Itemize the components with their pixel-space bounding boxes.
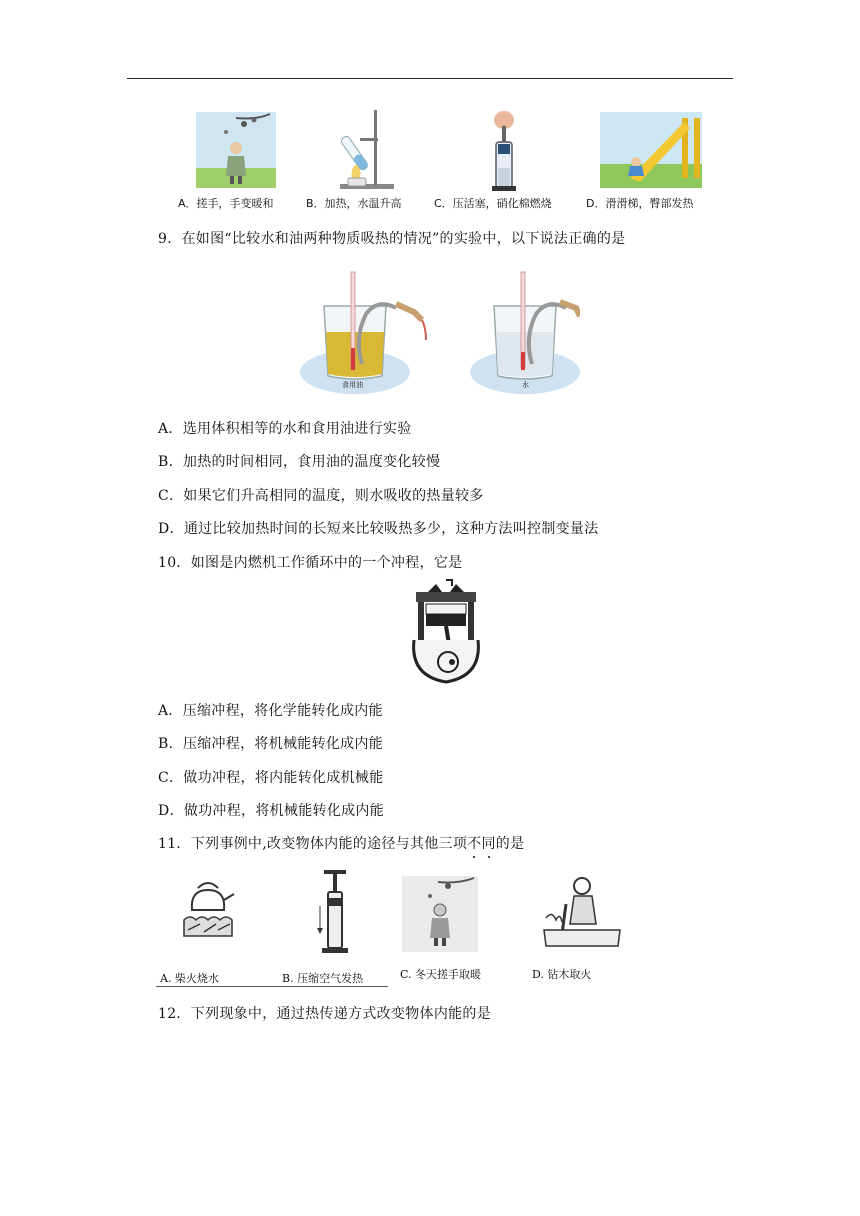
question-9-stem: 9．在如图“比较水和油两种物质吸热的情况”的实验中，以下说法正确的是 <box>158 231 626 247</box>
question-10-option-a: A．压缩冲程，将化学能转化成内能 <box>158 703 383 719</box>
emphasis-same: 同 <box>481 836 495 852</box>
engine-stroke-diagram <box>408 578 484 686</box>
heating-test-tube-picture <box>330 108 402 192</box>
question-9-option-d: D．通过比较加热时间的长短来比较吸热多少，这种方法叫控制变量法 <box>158 521 599 537</box>
slide-picture <box>600 112 702 188</box>
question-11-caption-c: C. 冬天搓手取暖 <box>400 968 482 981</box>
question-11-stem-start: 11．下列事例中,改变物体内能的途径与其他三项 <box>158 836 468 852</box>
header-rule <box>127 78 733 79</box>
question-10-option-c: C．做功冲程，将内能转化成机械能 <box>158 770 384 786</box>
water-beaker-label: 水 <box>522 381 529 389</box>
air-pump-picture <box>314 866 354 956</box>
rubbing-hands-picture <box>196 112 276 188</box>
top-option-a-caption: A．搓手，手变暖和 <box>178 197 274 210</box>
question-9-option-c: C．如果它们升高相同的温度，则水吸收的热量较多 <box>158 488 484 504</box>
question-10-option-d: D．做功冲程，将机械能转化成内能 <box>158 803 385 819</box>
question-11-caption-b: B. 压缩空气发热 <box>282 972 364 985</box>
top-option-c-caption: C．压活塞，硝化棉燃烧 <box>434 197 552 210</box>
question-10-option-b: B．压缩冲程，将机械能转化成内能 <box>158 736 384 752</box>
top-option-b-caption: B．加热，水温升高 <box>306 197 402 210</box>
question-11-stem <box>158 833 524 853</box>
question-9-option-b: B．加热的时间相同，食用油的温度变化较慢 <box>158 454 441 470</box>
emphasis-not: 不 <box>467 836 481 852</box>
question-10-stem: 10．如图是内燃机工作循环中的一个冲程，它是 <box>158 555 463 571</box>
question-11-caption-rule <box>156 986 388 987</box>
kettle-on-fire-picture <box>180 874 236 944</box>
question-12-stem: 12．下列现象中，通过热传递方式改变物体内能的是 <box>158 1006 492 1022</box>
oil-beaker-label: 食用油 <box>342 381 363 389</box>
rubbing-hands-winter-picture <box>402 876 478 952</box>
question-11-caption-d: D. 钻木取火 <box>532 968 592 981</box>
beakers-picture <box>300 268 580 396</box>
question-11-caption-a: A. 柴火烧水 <box>160 972 219 985</box>
drilling-wood-fire-picture <box>536 874 626 954</box>
question-11-stem-end: 的是 <box>495 836 525 852</box>
pressing-piston-picture <box>482 108 528 194</box>
question-9-option-a: A．选用体积相等的水和食用油进行实验 <box>158 421 412 437</box>
top-option-d-caption: D．滑滑梯，臀部发热 <box>586 197 694 210</box>
